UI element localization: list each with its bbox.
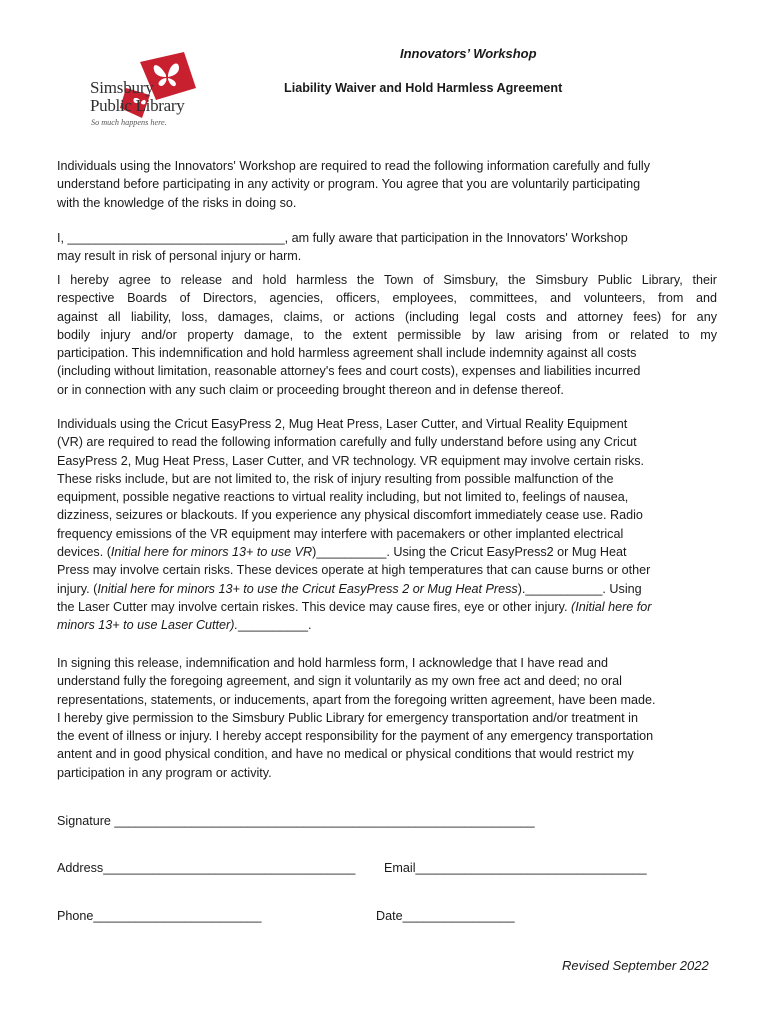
text-line: participation in any program or activity.: [57, 765, 272, 780]
text-line: the event of illness or injury. I hereby accept responsibility for the payment of any emergency transportation: [57, 729, 654, 744]
text-line: Press may involve certain risks. These devices operate at high temperatures that can cause burns or other: [57, 563, 651, 578]
email-field[interactable]: Email_________________________________: [384, 861, 647, 875]
document-title: Innovators’ Workshop: [400, 46, 537, 61]
text-line: equipment, possible negative reactions to virtual reality including, but not limited to, feelings of nausea,: [57, 490, 629, 505]
text-line: Individuals using the Innovators' Workshop are required to read the following information carefully and fully: [57, 159, 651, 173]
text-line: understand fully the foregoing agreement, and sign it voluntarily as my own free act and deed; no oral: [57, 674, 622, 689]
logo-name-line2: Public Library: [90, 96, 185, 115]
text-line: may result in risk of personal injury or harm.: [57, 249, 302, 264]
text-line: respective Boards of Directors, agencies, officers, employees, committees, and volunteers, from and: [57, 291, 717, 306]
text-line: Individuals using the Cricut EasyPress 2, Mug Heat Press, Laser Cutter, and Virtual Reality Equipment: [57, 417, 628, 431]
laser-initial-line: [57, 616, 717, 634]
text-span: injury. (: [57, 581, 98, 596]
text-line: In signing this release, indemnification and hold harmless form, I acknowledge that I have read and: [57, 656, 608, 670]
text-line: against all liability, loss, damages, claims, or actions (including legal costs and attorney fees) for any: [57, 309, 717, 324]
address-field[interactable]: Address____________________________________: [57, 861, 356, 875]
press-initial-label: Initial here for minors 13+ to use the Cricut EasyPress 2 or Mug Heat Press: [97, 581, 518, 596]
text-line: (VR) are required to read the following information carefully and fully understand before using any Cricut: [57, 435, 637, 450]
text-line: participation. This indemnification and hold harmless agreement shall include indemnity against all costs: [57, 346, 637, 361]
text-span: the Laser Cutter may involve certain riskes. This device may cause fires, eye or other injury.: [57, 599, 571, 614]
text-line: EasyPress 2, Mug Heat Press, Laser Cutter, and VR technology. VR equipment may involve certain risks.: [57, 453, 645, 468]
vr-initial-line: [57, 543, 717, 561]
vr-initial-label: Initial here for minors 13+ to use VR: [110, 545, 313, 560]
text-line: antent and in good physical condition, and have no medical or physical conditions that would restrict my: [57, 747, 634, 762]
laser-initial-label-end: minors 13+ to use Laser Cutter).: [57, 618, 238, 633]
release-paragraph: [57, 271, 717, 399]
text-span: devices. (: [57, 545, 111, 560]
text-line: understand before participating in any activity or program. You agree that you are voluntarily participating: [57, 177, 641, 192]
text-line: These risks include, but are not limited to, the risk of injury resulting from possible malfunction of the: [57, 471, 614, 486]
text-line: [57, 598, 717, 616]
laser-initial-label-start: (Initial here for: [571, 599, 652, 614]
press-initial-line: [57, 580, 717, 598]
text-span: __________.: [237, 618, 312, 633]
text-line: I, _______________________________, am fully aware that participation in the Innovators' Workshop: [57, 231, 628, 245]
awareness-paragraph: [57, 229, 717, 266]
text-line: (including without limitation, reasonable attorney's fees and court costs), expenses and liabilities incurred: [57, 364, 641, 379]
text-line: representations, statements, or inducements, apart from the foregoing written agreement, have been made.: [57, 692, 656, 707]
text-span: ).___________. Using: [517, 581, 642, 596]
text-span: )__________. Using the Cricut EasyPress2 or Mug Heat: [312, 545, 627, 560]
equipment-paragraph: [57, 415, 717, 635]
text-line: frequency emissions of the VR equipment may interfere with pacemakers or other implanted electrical: [57, 526, 624, 541]
signing-paragraph: [57, 654, 717, 782]
intro-paragraph: [57, 157, 717, 212]
text-line: with the knowledge of the risks in doing so.: [57, 195, 297, 210]
document-subtitle: Liability Waiver and Hold Harmless Agreement: [284, 81, 563, 95]
phone-field[interactable]: Phone________________________: [57, 909, 262, 923]
text-line: bodily injury and/or property damage, to the extent permissible by law arising from or related to my: [57, 327, 717, 342]
logo-tagline: So much happens here.: [91, 118, 167, 127]
text-line: I hereby agree to release and hold harmless the Town of Simsbury, the Simsbury Public Library, their: [57, 273, 717, 287]
revised-date: Revised September 2022: [562, 958, 709, 973]
date-field[interactable]: Date________________: [376, 909, 515, 923]
text-line: I hereby give permission to the Simsbury Public Library for emergency transportation and/or treatment in: [57, 710, 638, 725]
text-line: dizziness, seizures or blackouts. If you experience any physical discomfort immediately cease use. Radio: [57, 508, 643, 523]
logo-name-line1: Simsbury: [90, 78, 154, 97]
text-line: or in connection with any such claim or proceeding brought thereon and in defense thereof.: [57, 382, 564, 397]
signature-field[interactable]: Signature ____________________________________________________________: [57, 814, 535, 828]
